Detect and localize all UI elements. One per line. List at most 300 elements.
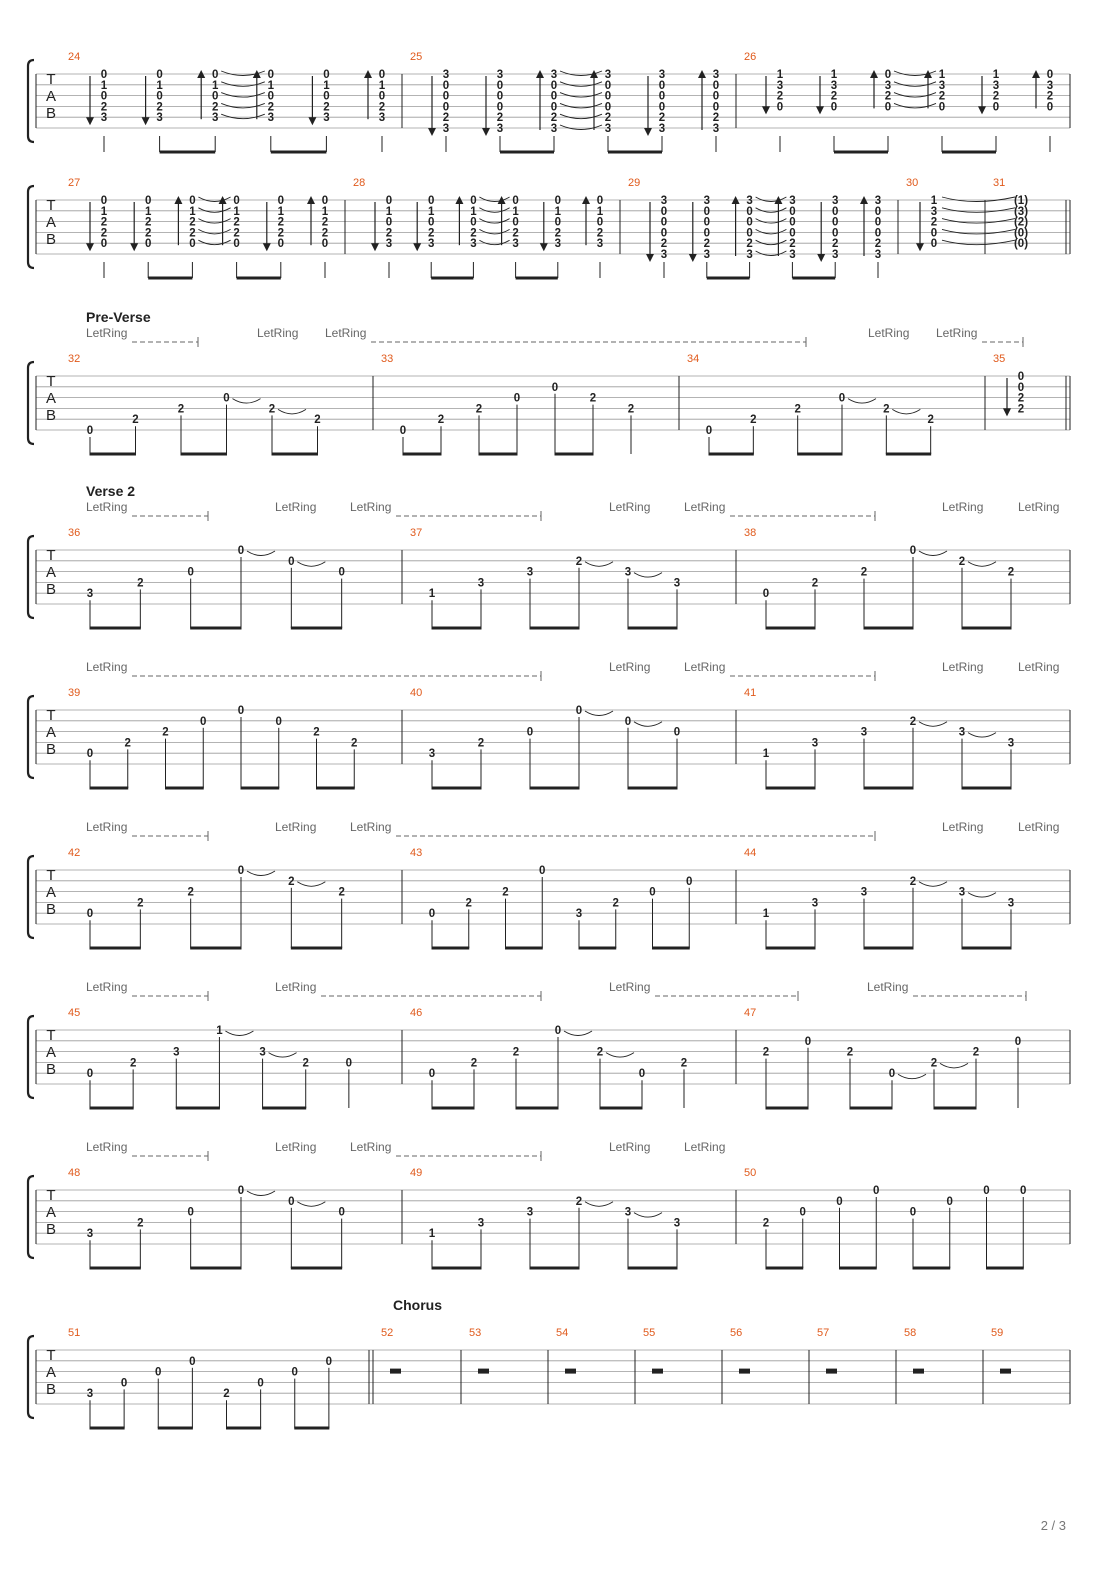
fret-number: 2 — [846, 1046, 854, 1059]
fret-number: 0 — [321, 195, 329, 207]
let-ring-label: LetRing — [86, 500, 128, 514]
rest-mark — [652, 1369, 663, 1374]
fret-number: 2 — [660, 238, 668, 251]
fret-number: 3 — [512, 238, 519, 251]
system-bracket — [28, 536, 34, 618]
strum-down-arrow — [413, 243, 421, 251]
fret-number: 3 — [811, 897, 819, 910]
fret-number: 3 — [673, 1217, 681, 1230]
fret-number: 1 — [470, 205, 477, 218]
strum-down-arrow — [263, 243, 271, 251]
fret-number: 0 — [1046, 101, 1054, 114]
fret-number: 0 — [992, 101, 1000, 114]
fret-number: 1 — [323, 79, 330, 92]
tie-arc — [221, 114, 265, 119]
fret-number: 0 — [596, 216, 604, 229]
fret-number: 1 — [277, 205, 285, 218]
fret-number: 3 — [385, 238, 393, 251]
fret-number: 2 — [874, 238, 882, 251]
fret-number: 0 — [550, 90, 558, 103]
tie-arc — [247, 1191, 275, 1196]
fret-number: 2 — [496, 112, 504, 125]
page-number: 2 / 3 — [1040, 1518, 1066, 1533]
bar-number: 36 — [68, 527, 81, 539]
tie-arc — [892, 409, 920, 414]
strum-down-arrow — [142, 117, 150, 125]
bar-number: 35 — [993, 353, 1006, 365]
fret-number: 3 — [703, 195, 711, 207]
fret-number: 0 — [776, 101, 784, 114]
fret-number: 3 — [712, 69, 720, 81]
tab-clef-letter: T — [46, 1347, 56, 1364]
system-bracket — [28, 696, 34, 778]
fret-number: 2 — [930, 1057, 938, 1070]
rest-mark — [1000, 1369, 1011, 1374]
fret-number: 3 — [660, 195, 668, 207]
bar-number: 51 — [68, 1327, 81, 1339]
fret-number: 1 — [267, 79, 275, 92]
fret-number: 0 — [86, 425, 94, 437]
fret-number: 3 — [100, 112, 108, 125]
fret-number: 0 — [831, 216, 839, 229]
fret-number: 2 — [233, 216, 240, 229]
bar-number: 47 — [744, 1007, 757, 1019]
fret-number: 3 — [958, 886, 966, 899]
fret-number: 2 — [575, 1195, 583, 1208]
fret-number: 2 — [627, 403, 635, 416]
tie-arc — [606, 1053, 634, 1058]
tie-arc — [898, 1074, 926, 1079]
fret-number: 2 — [930, 216, 938, 229]
strum-down-arrow — [978, 106, 986, 114]
fret-number: 0 — [399, 425, 407, 437]
fret-number: 0 — [804, 1035, 812, 1048]
fret-number: 0 — [277, 238, 285, 251]
fret-number: 3 — [427, 238, 435, 251]
fret-number: 0 — [323, 90, 330, 103]
fret-number: 2 — [596, 227, 604, 240]
fret-number: 0 — [838, 392, 846, 405]
bar-number: 52 — [381, 1327, 394, 1339]
fret-number: 3 — [1046, 79, 1054, 92]
bar-number: 26 — [744, 51, 757, 63]
bar-number: 38 — [744, 527, 757, 539]
fret-number: 0 — [596, 195, 604, 207]
fret-number: 2 — [137, 577, 144, 590]
tie-arc — [221, 103, 265, 108]
let-ring-label: LetRing — [350, 1140, 392, 1154]
fret-number: 2 — [703, 238, 711, 251]
fret-number: 0 — [660, 205, 668, 218]
rest-mark — [826, 1369, 837, 1374]
tie-arc — [221, 82, 265, 87]
fret-number: 0 — [496, 90, 504, 103]
fret-number: 3 — [831, 195, 839, 207]
let-ring-label: LetRing — [1018, 500, 1060, 514]
fret-number: 0 — [1020, 1185, 1027, 1197]
fret-number: 3 — [958, 726, 966, 739]
fret-number: 0 — [277, 195, 285, 207]
let-ring-label: LetRing — [275, 820, 317, 834]
let-ring-label: LetRing — [609, 660, 651, 674]
let-ring-label: LetRing — [275, 980, 317, 994]
fret-number: 0 — [233, 195, 240, 207]
fret-number: 0 — [291, 1366, 298, 1379]
rest-mark — [739, 1369, 750, 1374]
fret-number: 3 — [496, 69, 504, 81]
system-bracket — [28, 1016, 34, 1098]
fret-number: 0 — [513, 392, 521, 405]
fret-number: 0 — [789, 205, 796, 218]
fret-number: 3 — [173, 1046, 180, 1059]
fret-number: 2 — [746, 238, 753, 251]
fret-number: 2 — [477, 737, 485, 750]
tie-arc — [894, 103, 936, 108]
bar-number: 34 — [687, 353, 700, 365]
fret-number: 0 — [512, 195, 519, 207]
fret-number: 0 — [496, 101, 504, 114]
fret-number: 1 — [930, 195, 938, 207]
bar-number: 44 — [744, 847, 757, 859]
fret-number: 0 — [703, 216, 711, 229]
tab-clef-letter: B — [45, 1221, 57, 1238]
tab-clef-letter: B — [45, 581, 57, 598]
fret-number: 0 — [554, 195, 562, 207]
tab-clef-letter: T — [46, 547, 56, 564]
strum-down-arrow — [540, 243, 548, 251]
fret-number: 0 — [345, 1057, 353, 1070]
fret-number: 1 — [100, 79, 108, 92]
tie-arc — [942, 197, 1015, 202]
fret-number: 0 — [604, 90, 612, 103]
fret-number: 2 — [612, 897, 619, 910]
let-ring-label: LetRing — [609, 1140, 651, 1154]
fret-number: 3 — [624, 1206, 632, 1219]
tab-clef-letter: T — [46, 1027, 56, 1044]
system-bracket — [28, 1176, 34, 1258]
tie-arc — [247, 871, 275, 876]
fret-number: 1 — [216, 1025, 223, 1037]
fret-number: 3 — [86, 1388, 94, 1401]
fret-number: 0 — [660, 227, 668, 240]
fret-number: 3 — [526, 1206, 534, 1219]
fret-number: 2 — [100, 227, 108, 240]
fret-number: 3 — [86, 1228, 94, 1241]
fret-number: 2 — [427, 227, 435, 240]
tie-arc — [198, 240, 230, 245]
bar-number: 45 — [68, 1007, 81, 1019]
tie-arc — [756, 208, 787, 213]
tab-clef-letter: T — [46, 71, 56, 88]
tie-arc — [756, 251, 787, 256]
fret-number: 0 — [658, 90, 666, 103]
fret-number: 1 — [156, 79, 163, 92]
fret-number: 2 — [938, 90, 946, 103]
fret-number: 3 — [442, 69, 450, 81]
fret-number: 3 — [86, 588, 94, 601]
fret-number: 0 — [551, 381, 559, 394]
fret-number: 1 — [144, 205, 152, 218]
let-ring-label: LetRing — [684, 500, 726, 514]
let-ring-label: LetRing — [609, 980, 651, 994]
fret-number: 0 — [442, 101, 450, 114]
fret-number: 2 — [762, 1217, 770, 1230]
tie-arc — [297, 562, 325, 567]
tab-clef-letter: A — [45, 1204, 57, 1221]
fret-number: 0 — [100, 195, 108, 207]
fret-number: 0 — [658, 101, 666, 114]
let-ring-label: LetRing — [684, 660, 726, 674]
tab-clef-letter: A — [45, 884, 57, 901]
fret-number: 0 — [338, 1206, 345, 1219]
fret-number: 2 — [137, 897, 144, 910]
fret-number: 2 — [321, 227, 329, 240]
tie-arc — [919, 722, 947, 727]
fret-number: 1 — [776, 69, 784, 81]
bar-number: 24 — [68, 51, 81, 63]
bar-number: 57 — [817, 1327, 830, 1339]
fret-number: 2 — [437, 414, 445, 427]
fret-number: 0 — [658, 79, 666, 92]
fret-number: 0 — [427, 195, 435, 207]
fret-number: 3 — [550, 123, 558, 135]
fret-number: 2 — [512, 227, 519, 240]
rest-mark — [478, 1369, 489, 1374]
fret-number: 2 — [442, 112, 450, 125]
fret-number: 0 — [200, 715, 207, 728]
tie-arc — [297, 882, 325, 887]
fret-number: 0 — [550, 101, 558, 114]
rest-mark — [913, 1369, 924, 1374]
fret-number: 3 — [156, 112, 163, 125]
fret-number: 2 — [860, 566, 868, 579]
fret-number: 2 — [712, 112, 720, 125]
fret-number: 0 — [237, 705, 245, 717]
fret-number: 3 — [477, 577, 485, 590]
tie-arc — [233, 399, 261, 404]
fret-number: 3 — [930, 205, 938, 218]
fret-number: 0 — [442, 90, 450, 103]
fret-number: 1 — [428, 1228, 436, 1241]
fret-number: 2 — [277, 216, 285, 229]
fret-number: 0 — [189, 1355, 196, 1368]
bar-number: 49 — [410, 1167, 423, 1179]
system-bracket — [28, 186, 34, 268]
tie-arc — [919, 551, 947, 556]
tie-arc — [942, 229, 1015, 234]
fret-number: 3 — [604, 123, 612, 135]
bar-number: 56 — [730, 1327, 743, 1339]
bar-number: 39 — [68, 687, 81, 699]
fret-number: 3 — [938, 79, 946, 92]
bar-number: 41 — [744, 687, 757, 699]
tab-clef-letter: B — [45, 407, 57, 424]
fret-number: 2 — [144, 227, 152, 240]
bar-number: 37 — [410, 527, 423, 539]
fret-number: 0 — [874, 227, 882, 240]
fret-number: 3 — [550, 69, 558, 81]
fret-number: 0 — [1046, 69, 1054, 81]
fret-number: 1 — [512, 205, 519, 218]
fret-number: 0 — [100, 69, 108, 81]
fret-number: 2 — [313, 726, 320, 739]
fret-number: 0 — [187, 1206, 194, 1219]
fret-number: 0 — [712, 90, 720, 103]
fret-number: 3 — [712, 123, 720, 135]
fret-number: 3 — [660, 249, 668, 261]
let-ring-label: LetRing — [942, 660, 984, 674]
tab-clef-letter: B — [45, 741, 57, 758]
fret-number: 3 — [884, 79, 892, 92]
let-ring-label: LetRing — [325, 326, 367, 340]
fret-number: 0 — [884, 101, 892, 114]
fret-number: 1 — [378, 79, 386, 92]
bar-number: 30 — [906, 177, 919, 189]
tie-arc — [297, 1202, 325, 1207]
fret-number: 3 — [776, 79, 784, 92]
fret-number: 2 — [189, 216, 196, 229]
fret-number: 3 — [830, 79, 838, 92]
fret-number: 0 — [712, 101, 720, 114]
fret-number: 0 — [831, 227, 839, 240]
tie-arc — [479, 240, 509, 245]
fret-number: 0 — [442, 79, 450, 92]
bar-number: 59 — [991, 1327, 1004, 1339]
fret-number: 1 — [830, 69, 838, 81]
fret-number: 0 — [428, 908, 436, 921]
tie-arc — [221, 93, 265, 98]
fret-number: 0 — [86, 1068, 94, 1081]
fret-number: 3 — [554, 238, 562, 251]
fret-number: 2 — [129, 1057, 137, 1070]
fret-number: 0 — [323, 69, 330, 81]
let-ring-label: LetRing — [350, 500, 392, 514]
fret-number: 2 — [177, 403, 185, 416]
fret-number: (2) — [1013, 216, 1029, 229]
fret-number: 0 — [874, 205, 882, 218]
fret-number: 1 — [321, 205, 329, 218]
strum-down-arrow — [816, 106, 824, 114]
fret-number: 3 — [831, 249, 839, 261]
fret-number: 0 — [909, 545, 917, 557]
fret-number: 0 — [575, 705, 583, 717]
let-ring-label: LetRing — [942, 500, 984, 514]
fret-number: 2 — [323, 101, 330, 114]
tie-arc — [756, 229, 787, 234]
strum-down-arrow — [308, 117, 316, 125]
fret-number: 0 — [1017, 371, 1025, 383]
fret-number: 2 — [596, 1046, 604, 1059]
fret-number: 0 — [930, 238, 938, 251]
fret-number: 3 — [470, 238, 477, 251]
fret-number: 0 — [233, 238, 240, 251]
tie-arc — [940, 1063, 968, 1068]
fret-number: 2 — [288, 875, 295, 888]
tie-arc — [942, 219, 1015, 224]
strum-down-arrow — [428, 128, 436, 136]
fret-number: 2 — [554, 227, 562, 240]
let-ring-label: LetRing — [936, 326, 978, 340]
fret-number: 2 — [124, 737, 131, 750]
fret-number: 0 — [789, 227, 796, 240]
tab-clef-letter: T — [46, 707, 56, 724]
fret-number: 0 — [211, 69, 219, 81]
fret-number: 0 — [211, 90, 219, 103]
tie-arc — [585, 711, 613, 716]
fret-number: 0 — [470, 216, 477, 229]
tie-arc — [564, 1031, 592, 1036]
fret-number: 0 — [909, 1206, 917, 1219]
tie-arc — [479, 197, 509, 202]
strum-down-arrow — [130, 243, 138, 251]
fret-number: 0 — [930, 227, 938, 240]
tie-arc — [560, 82, 602, 87]
fret-number: 3 — [746, 195, 753, 207]
fret-number: 3 — [874, 249, 882, 261]
strum-down-arrow — [916, 243, 924, 251]
fret-number: 0 — [638, 1068, 646, 1081]
let-ring-label: LetRing — [868, 326, 910, 340]
fret-number: 0 — [267, 90, 275, 103]
fret-number: 3 — [267, 112, 275, 125]
tab-clef-letter: T — [46, 1187, 56, 1204]
fret-number: 0 — [385, 216, 393, 229]
bar-number: 27 — [68, 177, 81, 189]
let-ring-label: LetRing — [86, 1140, 128, 1154]
bar-number: 42 — [68, 847, 81, 859]
strum-down-arrow — [644, 128, 652, 136]
fret-number: 2 — [776, 90, 784, 103]
fret-number: 3 — [789, 195, 796, 207]
tie-arc — [560, 125, 602, 130]
let-ring-label: LetRing — [86, 820, 128, 834]
fret-number: 2 — [1046, 90, 1054, 103]
fret-number: 1 — [596, 205, 604, 218]
tab-clef-letter: T — [46, 373, 56, 390]
fret-number: 2 — [470, 1057, 478, 1070]
fret-number: 2 — [351, 737, 358, 750]
fret-number: 1 — [385, 205, 393, 218]
fret-number: 1 — [762, 748, 770, 761]
fret-number: 2 — [1007, 566, 1015, 579]
system-bracket — [28, 60, 34, 142]
tie-arc — [894, 82, 936, 87]
tab-clef-letter: A — [45, 1044, 57, 1061]
fret-number: 0 — [338, 566, 345, 579]
tie-arc — [198, 197, 230, 202]
fret-number: 1 — [100, 205, 108, 218]
fret-number: 3 — [1007, 897, 1015, 910]
bar-number: 40 — [410, 687, 423, 699]
fret-number: (1) — [1013, 195, 1029, 207]
fret-number: 2 — [883, 403, 890, 416]
strum-down-arrow — [371, 243, 379, 251]
strum-down-arrow — [817, 254, 825, 262]
fret-number: 3 — [477, 1217, 485, 1230]
bar-number: 58 — [904, 1327, 917, 1339]
tie-arc — [479, 229, 509, 234]
fret-number: 3 — [428, 748, 436, 761]
fret-number: 1 — [233, 205, 240, 218]
fret-number: 0 — [946, 1195, 953, 1208]
let-ring-label: LetRing — [684, 1140, 726, 1154]
let-ring-label: LetRing — [942, 820, 984, 834]
fret-number: 0 — [267, 69, 275, 81]
fret-number: 0 — [325, 1355, 333, 1368]
fret-number: 2 — [465, 897, 472, 910]
tie-arc — [756, 240, 787, 245]
fret-number: 0 — [155, 1366, 162, 1379]
